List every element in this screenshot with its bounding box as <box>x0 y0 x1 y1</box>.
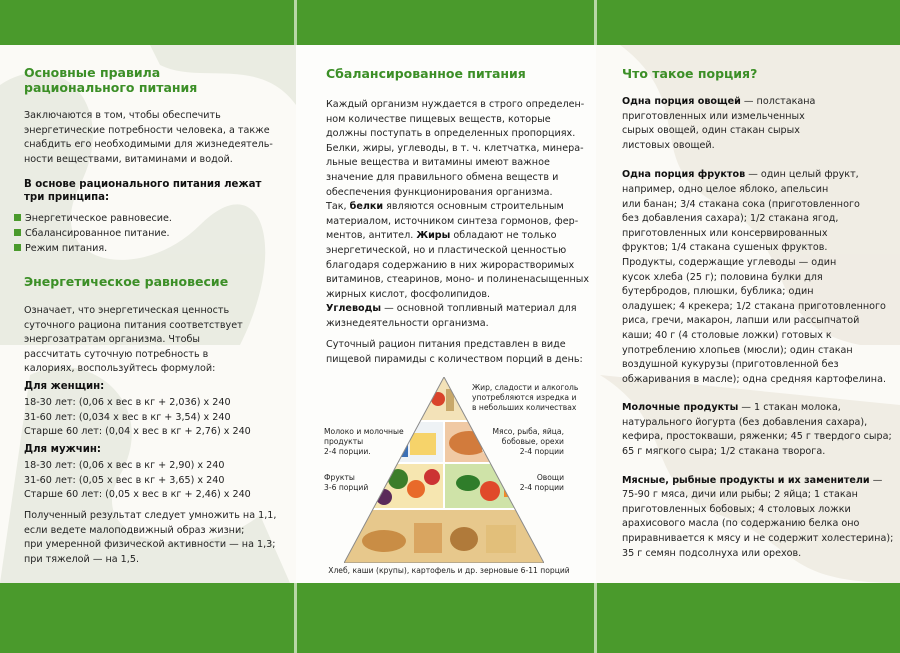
bold-term: белки <box>349 201 384 213</box>
text-segment: риса, гречи, макарон, лапши или рассыпчатой <box>622 315 860 327</box>
text-line <box>622 300 898 315</box>
text-line <box>622 110 898 125</box>
text-line: Означает, что энергетическая ценность <box>24 305 230 316</box>
text-segment: каши; 40 г (4 столовые ложки) готовых к <box>622 329 832 341</box>
heading-rational-nutrition <box>24 65 197 95</box>
bullet-text: Режим питания. <box>25 243 108 254</box>
text-segment: 65 г мягкого сыра; 1/2 стакана творога. <box>622 446 826 458</box>
fold-line <box>294 0 297 45</box>
left-panel <box>0 45 296 583</box>
text-line <box>622 256 898 271</box>
pyramid-intro <box>326 338 594 367</box>
text-line: рассчитать суточную потребность в <box>24 348 209 360</box>
bullet-square-icon <box>14 244 21 251</box>
bullet-text: Сбалансированное питание. <box>25 228 170 239</box>
text-segment: — <box>869 474 883 486</box>
text-line <box>622 271 898 286</box>
text-line <box>622 329 898 344</box>
text-line <box>326 98 594 113</box>
text-line <box>326 200 594 215</box>
text-line <box>326 288 594 303</box>
text-line <box>622 183 898 198</box>
text-line <box>326 302 594 317</box>
label-line: Овощи <box>536 473 564 482</box>
text-segment: приготовленных или консервированных <box>622 227 828 239</box>
middle-panel <box>296 45 596 583</box>
bold-term: Одна порция овощей <box>622 96 741 107</box>
portion-paragraph <box>622 95 898 153</box>
text-line <box>622 124 898 139</box>
text-segment: материалом, источником синтеза гормонов, фер- <box>326 215 579 227</box>
text-line <box>622 430 898 445</box>
text-segment: воздушной кукурузы (приготовленной без <box>622 359 839 371</box>
portion-paragraph <box>622 401 898 459</box>
label-fruit <box>324 473 368 493</box>
text-segment: Каждый организм нуждается в строго определен- <box>326 99 585 110</box>
balanced-nutrition-text <box>326 98 594 332</box>
text-segment: без добавления сахара); 1/2 стакана ягод, <box>622 213 839 225</box>
text-segment: кефира, простокваши, ряженки; 45 г твердого сыра; <box>622 431 892 443</box>
text-line <box>326 229 594 244</box>
women-formulas <box>24 396 251 440</box>
text-line <box>622 401 898 416</box>
text-segment: жирных кислот, фосфолипидов. <box>326 288 491 300</box>
label-line: бобовые, орехи <box>501 437 564 446</box>
energy-balance-heading: Энергетическое равновесие <box>24 274 229 289</box>
intro-text <box>24 109 292 167</box>
text-segment: благодаря содержанию в них жирорастворимых <box>326 259 575 271</box>
top-green-band <box>0 0 900 45</box>
label-line: 2-4 порции <box>519 447 564 456</box>
text-line <box>326 244 594 259</box>
text-segment: 35 г семян подсолнуха или орехов. <box>622 547 802 559</box>
text-segment: Так, <box>326 201 350 213</box>
text-line <box>622 139 898 154</box>
text-segment: льные вещества и витамины имеют важное <box>326 157 550 169</box>
text-segment: витаминов, стеаринов, моно- и полиненасыщенных <box>326 274 590 286</box>
portion-heading: Что такое порция? <box>622 66 758 81</box>
text-segment: арахисового масла (по содержанию белка оно <box>622 518 860 530</box>
text-segment: оладушек; 4 крекера; 1/2 стакана приготовленного <box>622 300 886 312</box>
text-segment: обжаривания в масле); одна средняя картофелина. <box>622 373 887 385</box>
text-segment: Белки, жиры, углеводы, в т. ч. клетчатка, минера- <box>326 142 584 154</box>
text-segment: сырых овощей, один стакан сырых <box>622 125 800 137</box>
text-line: энергозатратам организма. Чтобы <box>24 334 200 346</box>
text-segment: являются основным строительным <box>383 201 564 213</box>
text-line <box>622 241 898 256</box>
text-line <box>622 547 898 562</box>
label-line: Мясо, рыба, яйца, <box>492 427 564 436</box>
text-segment: натурального йогурта (без добавления сахара), <box>622 416 868 428</box>
text-line <box>622 517 898 532</box>
text-line <box>326 273 594 288</box>
bullet-item <box>14 212 172 226</box>
fold-line <box>294 583 297 653</box>
heading-line: Основные правила <box>24 65 161 80</box>
text-segment: значение для правильного обмена веществ и <box>326 171 559 183</box>
text-segment: ном количестве пищевых веществ, которые <box>326 113 551 125</box>
result-text <box>24 509 294 567</box>
text-line <box>622 358 898 373</box>
text-line: суточного рациона питания соответствует <box>24 319 243 331</box>
bold-term: Молочные продукты <box>622 402 739 414</box>
text-segment: 75-90 г мяса, дичи или рыбы; 2 яйца; 1 стакан <box>622 489 858 501</box>
text-segment: — 1 стакан молока, <box>738 402 841 414</box>
bold-term: Одна порция фруктов <box>622 169 746 181</box>
text-line: если ведете малоподвижный образ жизни; <box>24 524 245 536</box>
text-line <box>622 198 898 213</box>
text-segment: энергетической, но и пластической ценностью <box>326 244 567 256</box>
bullet-square-icon <box>14 214 21 221</box>
portion-paragraph <box>622 168 898 387</box>
principles-heading <box>24 178 261 204</box>
label-line: 2-4 порции. <box>324 447 371 456</box>
women-label: Для женщин: <box>24 381 105 392</box>
label-line: в небольших количествах <box>472 403 577 412</box>
formula-line: 18-30 лет: (0,06 х вес в кг + 2,90) х 240 <box>24 460 225 471</box>
text-line <box>622 488 898 503</box>
text-segment: ментов, антител. <box>326 230 417 242</box>
text-line <box>622 416 898 431</box>
text-line <box>622 445 898 460</box>
text-segment: бутербродов, плюшки, бублика; один <box>622 286 814 298</box>
text-line: при тяжелой — на 1,5. <box>24 553 139 565</box>
text-line <box>326 142 594 157</box>
bullet-square-icon <box>14 229 21 236</box>
text-segment: обладают не только <box>450 230 557 242</box>
text-segment: жизнедеятельности организма. <box>326 317 489 329</box>
formula-line: Старше 60 лет: (0,05 х вес в кг + 2,46) х 240 <box>24 489 251 501</box>
portion-paragraph <box>622 474 898 562</box>
text-segment: должны поступать в определенных пропорциях. <box>326 128 576 140</box>
men-label: Для мужчин: <box>24 444 101 455</box>
text-segment: обеспечения функционирования организма. <box>326 186 553 198</box>
text-line <box>622 532 898 547</box>
label-line: 3-6 порций <box>324 483 369 492</box>
label-dairy <box>324 427 404 457</box>
bold-term: Жиры <box>416 230 451 242</box>
fold-line <box>594 583 597 653</box>
energy-text <box>24 304 292 377</box>
text-line <box>326 127 594 142</box>
right-panel <box>596 45 900 583</box>
text-line <box>326 113 594 128</box>
text-line: калориях, воспользуйтесь формулой: <box>24 363 216 375</box>
label-line: употребляются изредка и <box>472 393 577 402</box>
text-line: В основе рационального питания лежат <box>24 179 262 190</box>
text-segment: например, одно целое яблоко, апельсин <box>622 183 829 195</box>
text-line <box>326 259 594 274</box>
text-line <box>622 212 898 227</box>
bullet-item <box>14 227 170 241</box>
label-meat <box>492 427 564 457</box>
text-line: при умеренной физической активности — на 1,3; <box>24 539 276 551</box>
text-line <box>326 171 594 186</box>
formula-line: 31-60 лет: (0,034 х вес в кг + 3,54) х 240 <box>24 411 231 423</box>
text-segment: — основной топливный материал для <box>381 303 577 315</box>
label-fats <box>472 383 578 413</box>
text-segment: или банан; 3/4 стакана сока (приготовленного <box>622 198 860 210</box>
text-segment: приготовленных бобовых; 4 столовых ложки <box>622 503 851 515</box>
balanced-nutrition-heading: Сбалансированное питания <box>326 66 526 81</box>
text-line <box>622 474 898 489</box>
formula-line: 31-60 лет: (0,05 х вес в кг + 3,65) х 240 <box>24 474 225 486</box>
text-line <box>622 314 898 329</box>
text-line: ности веществами, витаминами и водой. <box>24 153 233 165</box>
text-line <box>326 215 594 230</box>
label-line: 2-4 порции <box>519 483 564 492</box>
text-line: Суточный рацион питания представлен в виде <box>326 339 566 350</box>
text-segment: приготовленных или измельченных <box>622 110 805 122</box>
text-line <box>622 95 898 110</box>
formula-line: 18-30 лет: (0,06 х вес в кг + 2,036) х 240 <box>24 397 231 408</box>
text-segment: приравнивается к мясу и не содержит холестерина); <box>622 533 894 545</box>
heading-line: рационального питания <box>24 80 198 95</box>
text-segment: фруктов; 1/4 стакана сушеных фруктов. <box>622 242 828 254</box>
bullet-text: Энергетическое равновесие. <box>25 213 172 224</box>
formula-line: Старше 60 лет: (0,04 х вес в кг + 2,76) х 240 <box>24 426 251 438</box>
label-line: Фрукты <box>324 473 355 482</box>
text-line <box>622 227 898 242</box>
text-line <box>622 344 898 359</box>
text-line: пищевой пирамиды с количеством порций в день: <box>326 353 583 365</box>
text-line <box>326 317 594 332</box>
bottom-green-band <box>0 583 900 653</box>
text-line <box>622 168 898 183</box>
text-segment: листовых овощей. <box>622 139 715 151</box>
text-line <box>622 503 898 518</box>
text-line <box>622 373 898 388</box>
text-segment: Продукты, содержащие углеводы — один <box>622 256 837 268</box>
text-line: три принципа: <box>24 192 110 203</box>
label-line: Жир, сладости и алкоголь <box>472 383 579 392</box>
text-segment: — один целый фрукт, <box>745 169 859 181</box>
label-vegetables <box>512 473 564 493</box>
text-segment: употреблению хлопьев (мюсли); один стакан <box>622 344 853 356</box>
text-line: Заключаются в том, чтобы обеспечить <box>24 110 221 121</box>
bold-term: Углеводы <box>326 303 382 315</box>
fold-line <box>594 0 597 45</box>
bullet-item <box>14 242 107 256</box>
text-segment: — полстакана <box>740 96 816 107</box>
bold-term: Мясные, рыбные продукты и их заменители <box>622 474 870 486</box>
label-bread: Хлеб, каши (крупы), картофель и др. зерновые 6-11 порций <box>328 566 570 575</box>
text-line: энергетические потребности человека, а также <box>24 124 270 136</box>
text-line <box>326 156 594 171</box>
label-line: продукты <box>324 437 364 446</box>
text-segment: кусок хлеба (25 г); половина булки для <box>622 271 823 283</box>
text-line: снабдить его необходимыми для жизнедеятель- <box>24 139 273 151</box>
label-line: Молоко и молочные <box>324 427 404 436</box>
text-line: Полученный результат следует умножить на 1,1, <box>24 510 277 521</box>
portion-text <box>622 95 898 575</box>
men-formulas <box>24 459 251 503</box>
text-line <box>326 186 594 201</box>
text-line <box>622 285 898 300</box>
